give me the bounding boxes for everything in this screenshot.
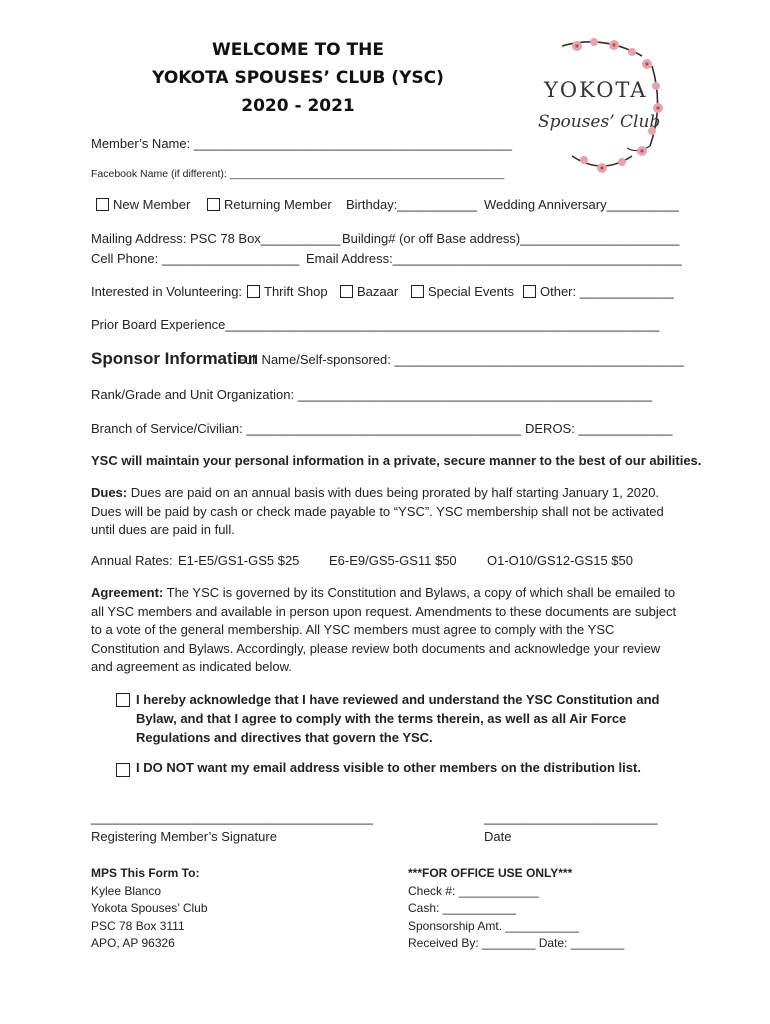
acknowledge-checkbox[interactable] bbox=[116, 693, 130, 707]
email-optout-checkbox-wrap[interactable] bbox=[116, 762, 134, 780]
mailing-address-field[interactable]: Mailing Address: PSC 78 Box___________ bbox=[91, 231, 341, 246]
email-address-field[interactable]: Email Address:________________________________________ bbox=[306, 251, 682, 266]
returning-member-option[interactable] bbox=[207, 197, 332, 212]
title-line-3: 2020 - 2021 bbox=[241, 96, 355, 116]
signature-line[interactable]: _______________________________________ bbox=[91, 810, 373, 825]
sponsor-heading: Sponsor Information bbox=[91, 349, 259, 368]
office-check-field[interactable]: Check #: ____________ bbox=[408, 883, 539, 898]
volunteering-label: Interested in Volunteering: bbox=[91, 284, 243, 299]
logo-text-spouses-club: Spouses’ Club bbox=[538, 112, 661, 132]
office-cash-field[interactable]: Cash: ___________ bbox=[408, 901, 517, 915]
returning-member-label: Returning Member bbox=[224, 197, 332, 212]
rate-enlisted-junior: E1-E5/GS1-GS5 $25 bbox=[178, 553, 300, 568]
bazaar-checkbox[interactable] bbox=[340, 285, 353, 298]
office-use-block bbox=[408, 865, 624, 953]
deros-field[interactable]: DEROS: _____________ bbox=[525, 421, 673, 436]
bazaar-label: Bazaar bbox=[357, 284, 399, 299]
title-line-1: WELCOME TO THE bbox=[212, 40, 384, 60]
wedding-anniversary-field[interactable]: Wedding Anniversary__________ bbox=[484, 197, 679, 212]
mail-to-line: PSC 78 Box 3111 bbox=[91, 918, 185, 933]
bazaar-option[interactable] bbox=[340, 284, 398, 299]
thrift-shop-checkbox[interactable] bbox=[247, 285, 260, 298]
agreement-text: The YSC is governed by its Constitution and Bylaws, a copy of which shall be emailed to all YSC members and available in person upon request. Amendments to these documents are subject to a vote of the general membership. All YSC members must agree to comply with the YSC Constitution and Bylaws. Accordingly, please review both documents and acknowledge your review and agreement as indicated below. bbox=[91, 585, 677, 674]
members-name-field[interactable]: Member’s Name: ____________________________________________ bbox=[91, 136, 512, 151]
cell-phone-field[interactable]: Cell Phone: ___________________ bbox=[91, 251, 300, 266]
other-checkbox[interactable] bbox=[523, 285, 536, 298]
dues-label: Dues: bbox=[91, 485, 128, 500]
building-field[interactable]: Building# (or off Base address)______________________ bbox=[342, 231, 680, 246]
thrift-shop-label: Thrift Shop bbox=[264, 284, 328, 299]
special-events-option[interactable] bbox=[411, 284, 514, 299]
facebook-name-field[interactable]: Facebook Name (if different): _______________________________________________ bbox=[91, 168, 505, 180]
rank-grade-field[interactable]: Rank/Grade and Unit Organization: _________________________________________________ bbox=[91, 387, 652, 402]
date-line[interactable]: ________________________ bbox=[484, 810, 658, 825]
email-optout-checkbox[interactable] bbox=[116, 763, 130, 777]
mail-to-line: APO, AP 96326 bbox=[91, 936, 175, 950]
mail-to-heading: MPS This Form To: bbox=[91, 866, 200, 880]
email-optout-text: I DO NOT want my email address visible to other members on the distribution list. bbox=[136, 760, 641, 775]
birthday-field[interactable]: Birthday:___________ bbox=[346, 197, 477, 212]
logo-text-yokota: YOKOTA bbox=[544, 78, 648, 102]
branch-of-service-field[interactable]: Branch of Service/Civilian: ______________________________________ bbox=[91, 421, 522, 436]
acknowledge-text: I hereby acknowledge that I have reviewed and understand the YSC Constitution and Bylaw, and that I agree to comply with the terms therein, as well as all Air Force Regulations and directives that govern the YSC. bbox=[136, 692, 660, 745]
dues-text: Dues are paid on an annual basis with dues being prorated by half starting January 1, 2020. Dues will be paid by cash or check made payable to “YSC”. YSC membership shall not be activated until dues are paid in full. bbox=[91, 485, 664, 537]
office-use-heading: ***FOR OFFICE USE ONLY*** bbox=[408, 866, 573, 880]
office-received-field[interactable]: Received By: ________ Date: ________ bbox=[408, 936, 625, 950]
cherry-blossom-wreath-icon bbox=[532, 36, 667, 176]
mail-to-line: Kylee Blanco bbox=[91, 883, 162, 898]
rate-enlisted-senior: E6-E9/GS5-GS11 $50 bbox=[329, 553, 457, 568]
rate-officer: O1-O10/GS12-GS15 $50 bbox=[487, 553, 633, 568]
new-member-option[interactable] bbox=[96, 197, 190, 212]
prior-board-field[interactable]: Prior Board Experience____________________________________________________________ bbox=[91, 317, 660, 332]
special-events-label: Special Events bbox=[428, 284, 514, 299]
office-sponsorship-field[interactable]: Sponsorship Amt. ___________ bbox=[408, 918, 579, 933]
title-line-2: YOKOTA SPOUSES’ CLUB (YSC) bbox=[152, 68, 444, 88]
club-logo bbox=[532, 36, 667, 176]
thrift-shop-option[interactable] bbox=[247, 284, 328, 299]
privacy-statement: YSC will maintain your personal information in a private, secure manner to the best of our abilities. bbox=[91, 453, 702, 468]
date-label: Date bbox=[484, 829, 512, 844]
agreement-label: Agreement: bbox=[91, 585, 164, 600]
mail-to-block bbox=[91, 865, 208, 953]
other-label: Other: _____________ bbox=[540, 284, 674, 299]
signature-label: Registering Member’s Signature bbox=[91, 829, 277, 844]
new-member-label: New Member bbox=[113, 197, 191, 212]
special-events-checkbox[interactable] bbox=[411, 285, 424, 298]
annual-rates-label: Annual Rates: bbox=[91, 553, 173, 568]
other-option[interactable] bbox=[523, 284, 674, 299]
dues-paragraph bbox=[91, 484, 681, 540]
mail-to-line: Yokota Spouses’ Club bbox=[91, 901, 208, 915]
agreement-paragraph bbox=[91, 584, 681, 677]
new-member-checkbox[interactable] bbox=[96, 198, 109, 211]
sponsor-full-name-field[interactable]: Full Name/Self-sponsored: ________________________________________ bbox=[237, 352, 684, 367]
acknowledge-checkbox-wrap[interactable] bbox=[116, 692, 134, 710]
returning-member-checkbox[interactable] bbox=[207, 198, 220, 211]
